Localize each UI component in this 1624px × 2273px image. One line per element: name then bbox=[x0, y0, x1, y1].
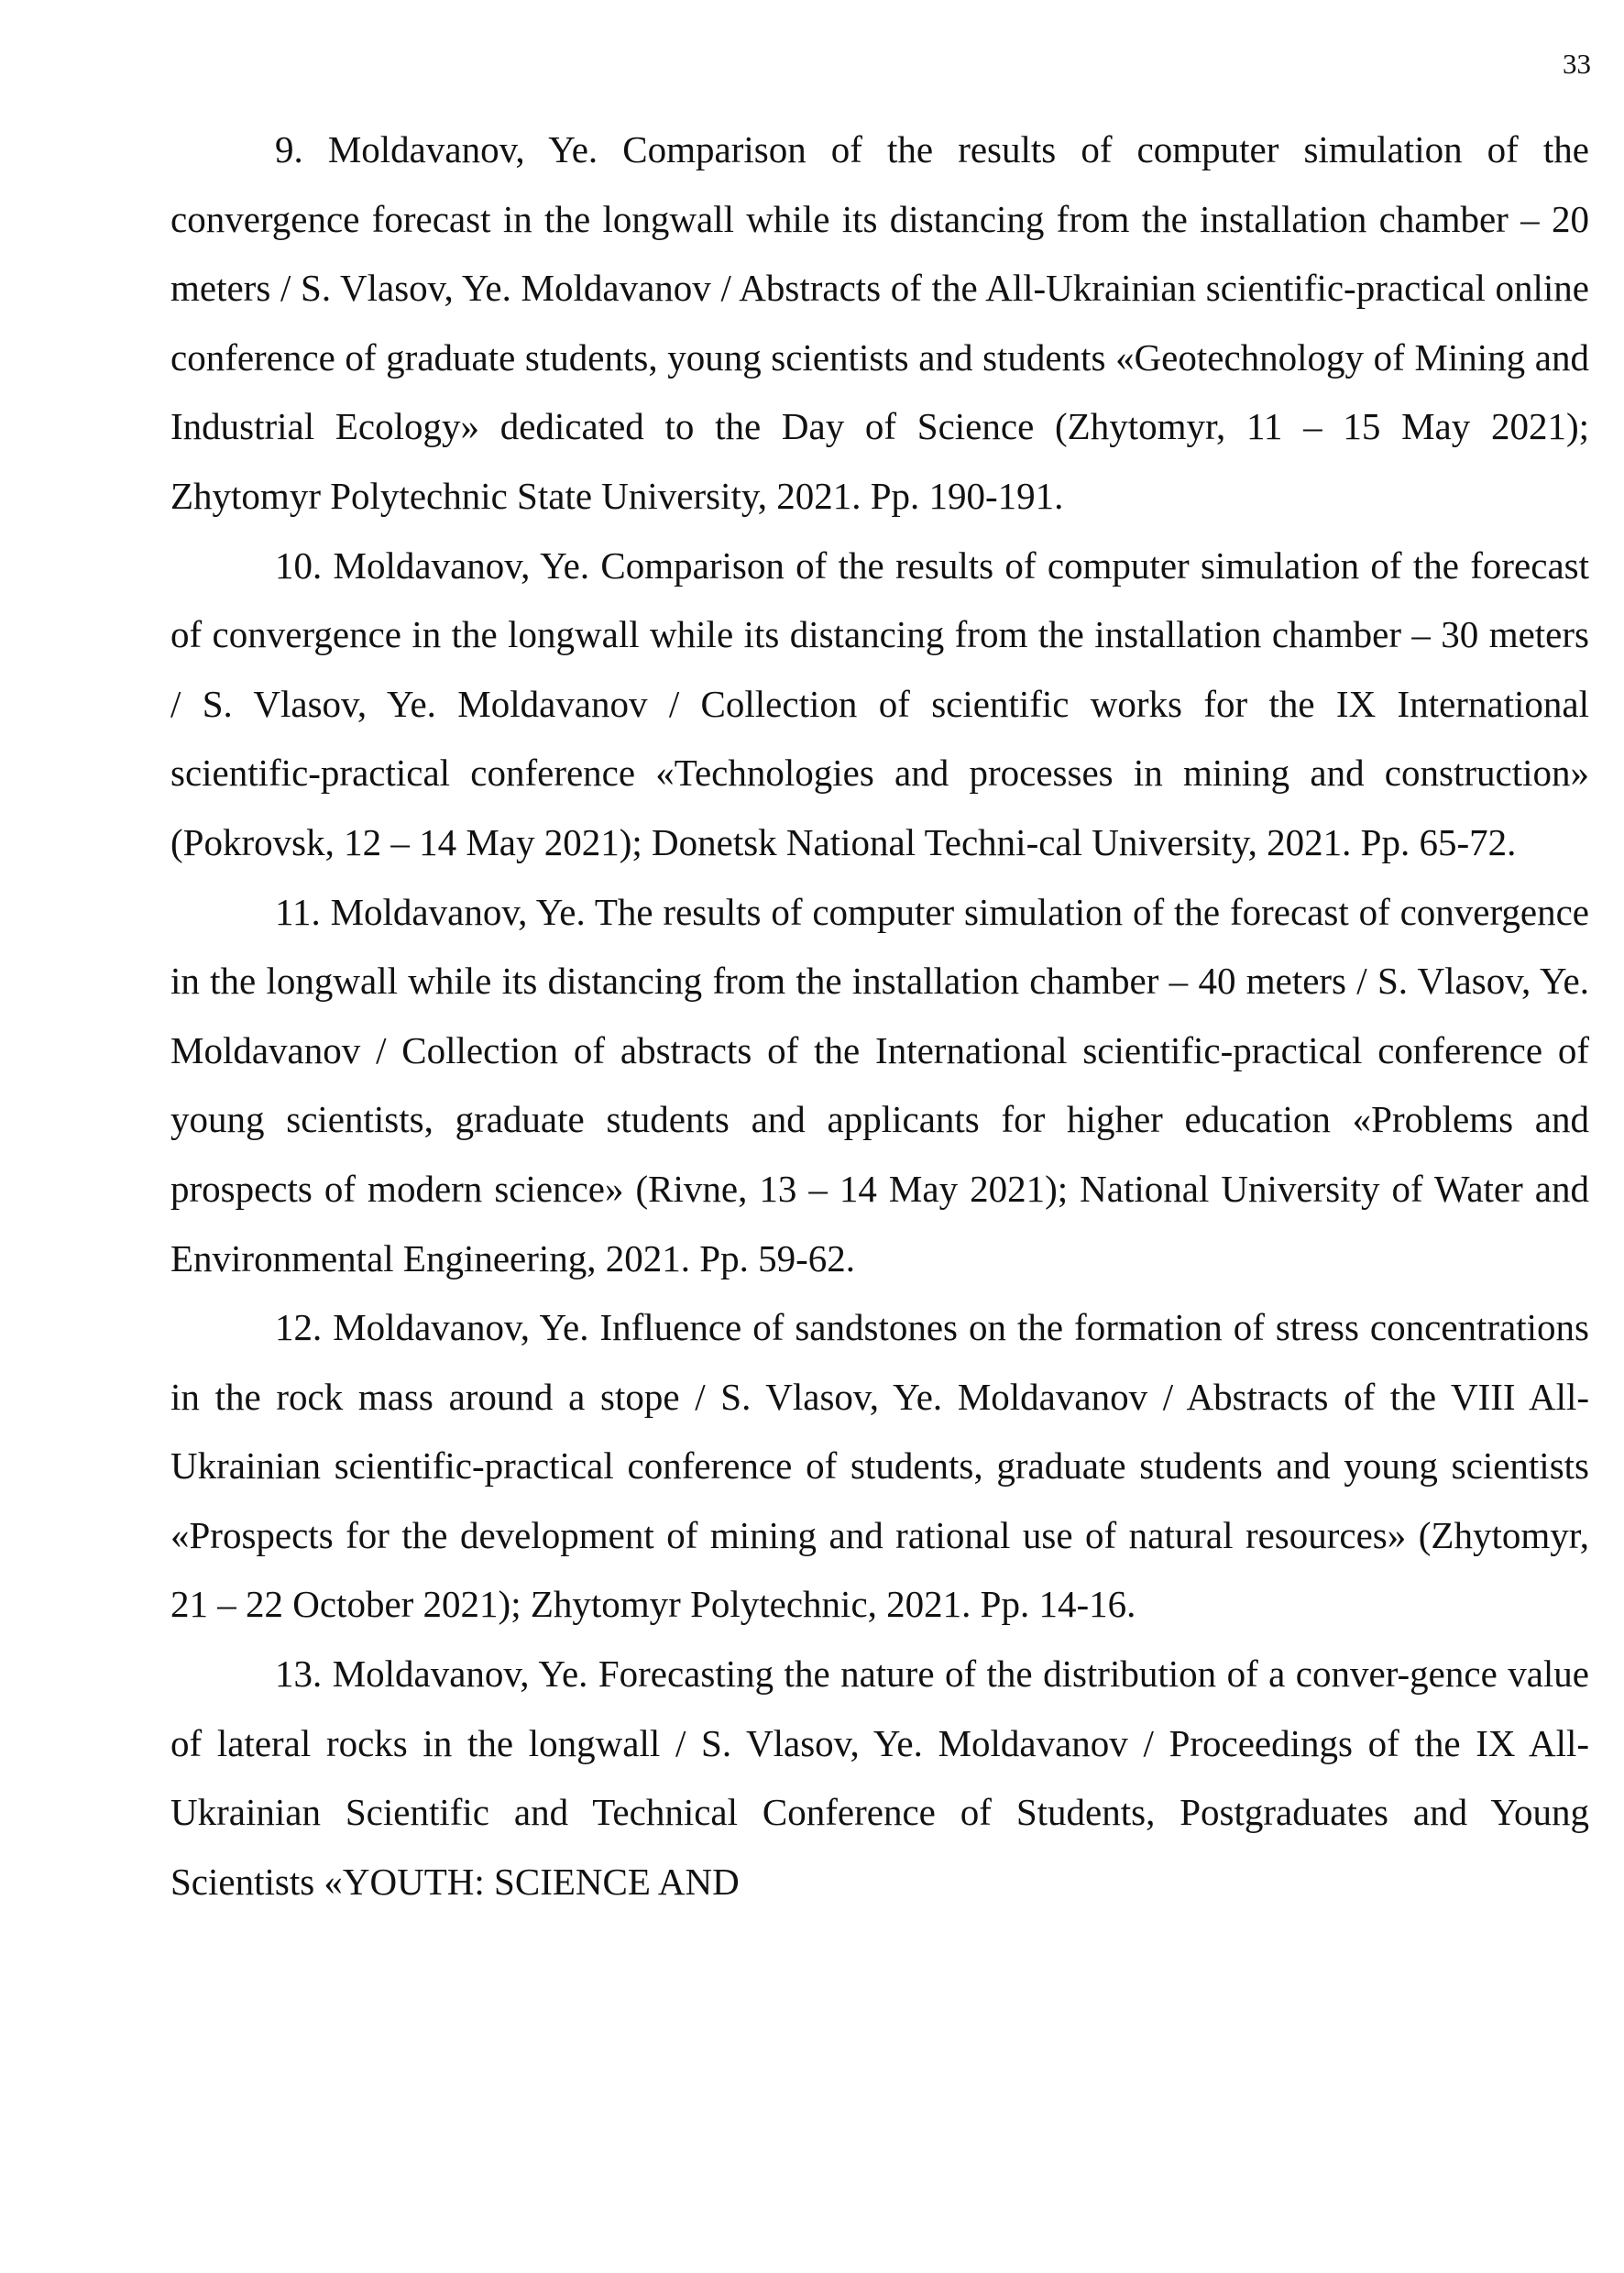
reference-item-13: 13. Moldavanov, Ye. Forecasting the nature of the distribution of a conver-gence value of lateral rocks in the longwall / S. Vlasov, Ye. Moldavanov / Proceedings of the IX All-Ukrainian Scientific and Technical Conference of Students, Postgraduates and Young Scientists «YOUTH: SCIENCE AND bbox=[170, 1653, 1589, 1903]
reference-item-10: 10. Moldavanov, Ye. Comparison of the results of computer simulation of the forecast of convergence in the longwall while its distancing from the installation chamber – 30 meters / S. Vlasov, Ye. Moldavanov / Collection of scientific works for the IX International scientific-practical conference «Technologies and processes in mining and construction» (Pokrovsk, 12 – 14 May 2021); Donetsk National Techni-cal University, 2021. Pp. 65-72. bbox=[170, 544, 1589, 863]
reference-item-12: 12. Moldavanov, Ye. Influence of sandstones on the formation of stress concentrations in the rock mass around a stope / S. Vlasov, Ye. Moldavanov / Abstracts of the VIII All-Ukrainian scientific-practical conference of students, graduate students and young scientists «Prospects for the development of mining and rational use of natural resources» (Zhytomyr, 21 – 22 October 2021); Zhytomyr Polytechnic, 2021. Pp. 14-16. bbox=[170, 1306, 1589, 1626]
reference-item-9: 9. Moldavanov, Ye. Comparison of the results of computer simulation of the convergence forecast in the longwall while its distancing from the installation chamber – 20 meters / S. Vlasov, Ye. Moldavanov / Abstracts of the All-Ukrainian scientific-practical online conference of graduate students, young scientists and students «Geotechnology of Mining and Industrial Ecology» dedicated to the Day of Science (Zhytomyr, 11 – 15 May 2021); Zhytomyr Polytechnic State University, 2021. Pp. 190-191. bbox=[170, 128, 1589, 517]
page-number: 33 bbox=[1563, 48, 1591, 80]
reference-item-11: 11. Moldavanov, Ye. The results of computer simulation of the forecast of convergence in the longwall while its distancing from the installation chamber – 40 meters / S. Vlasov, Ye. Moldavanov / Collection of abstracts of the International scientific-practical conference of young scientists, graduate students and applicants for higher education «Problems and prospects of modern science» (Rivne, 13 – 14 May 2021); National University of Water and Environmental Engineering, 2021. Pp. 59-62. bbox=[170, 890, 1589, 1279]
reference-list bbox=[170, 115, 1589, 1916]
